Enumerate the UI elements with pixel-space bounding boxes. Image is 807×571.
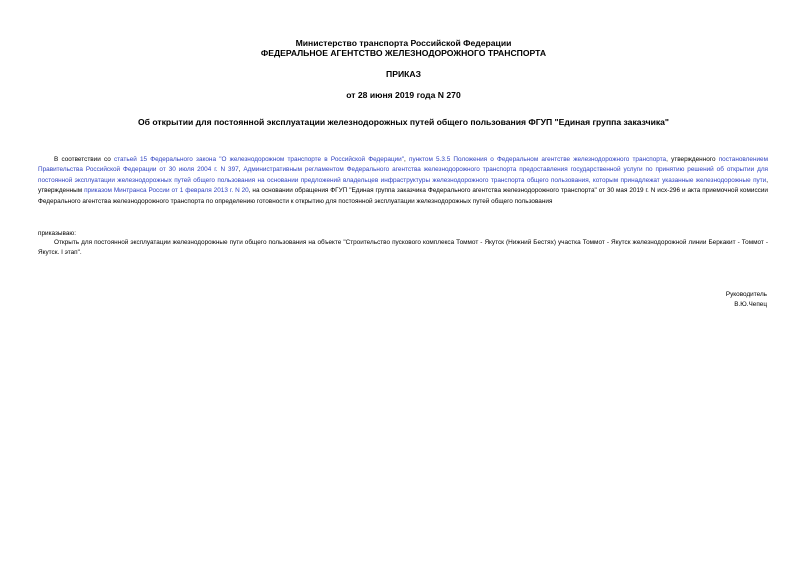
preamble-text-4: , bbox=[238, 166, 244, 174]
link-administrative-regulation[interactable]: Административным регламентом Федерального агентства железнодорожного транспорта предоставления государственной услуги по принятию решений об открытии для постоянной эксплуатации железнодорожных путей общего пользования на основании предложений владельцев инфраструктуры железнодорожного транспорта общего пользования, которым принадлежат указанные железнодорожные пути bbox=[38, 166, 769, 184]
document-title: Об открытии для постоянной эксплуатации железнодорожных путей общего пользования ФГУП "Единая группа заказчика" bbox=[137, 117, 670, 127]
link-federal-law-article-15[interactable]: статьей 15 Федерального закона "О железнодорожном транспорте в Российской Федерации" bbox=[113, 156, 405, 163]
preamble-text-3: , утвержденного bbox=[666, 156, 719, 163]
order-action-paragraph: Открыть для постоянной эксплуатации железнодорожные пути общего пользования на объекте "Строительство пускового комплекса Томмот - Якутск (Нижний Бестях) участка Томмот - Якутск железнодорожной линии Беркакит - Томмот - Якутск. I этап". bbox=[38, 239, 768, 257]
agency-name: ФЕДЕРАЛЬНОЕ АГЕНТСТВО ЖЕЛЕЗНОДОРОЖНОГО ТРАНСПОРТА bbox=[260, 48, 547, 58]
link-agency-regulation-point[interactable]: пунктом 5.3.5 Положения о Федеральном агентстве железнодорожного транспорта bbox=[409, 156, 667, 163]
document-type: ПРИКАЗ bbox=[386, 69, 421, 79]
ministry-name: Министерство транспорта Российской Федерации bbox=[295, 38, 512, 48]
preamble-text-1: В соответствии со bbox=[54, 156, 114, 163]
preamble-text-5: , утвержденным bbox=[38, 176, 768, 195]
signature-role: Руководитель bbox=[725, 291, 767, 298]
preamble-text-6: , на основании обращения ФГУП "Единая группа заказчика Федерального агентства железнодорожного транспорта" от 30 мая 2019 г. N исх-296 и акта приемочной комиссии Федерального агентства железнодорожного транспорта по определению готовности к открытию для постоянной эксплуатации железнодорожных путей общего пользования bbox=[38, 187, 768, 205]
document-date-number: от 28 июня 2019 года N 270 bbox=[346, 90, 461, 100]
link-government-decree[interactable]: постановлением Правительства Российской Федерации от 30 июля 2004 г. N 397 bbox=[38, 156, 768, 174]
signature-name: В.Ю.Чепец bbox=[734, 301, 767, 308]
order-word: приказываю: bbox=[38, 230, 76, 237]
preamble-paragraph bbox=[38, 155, 768, 207]
preamble-text-2: , bbox=[404, 156, 409, 163]
link-mintrans-order[interactable]: приказом Минтранса России от 1 февраля 2013 г. N 20 bbox=[84, 187, 249, 195]
